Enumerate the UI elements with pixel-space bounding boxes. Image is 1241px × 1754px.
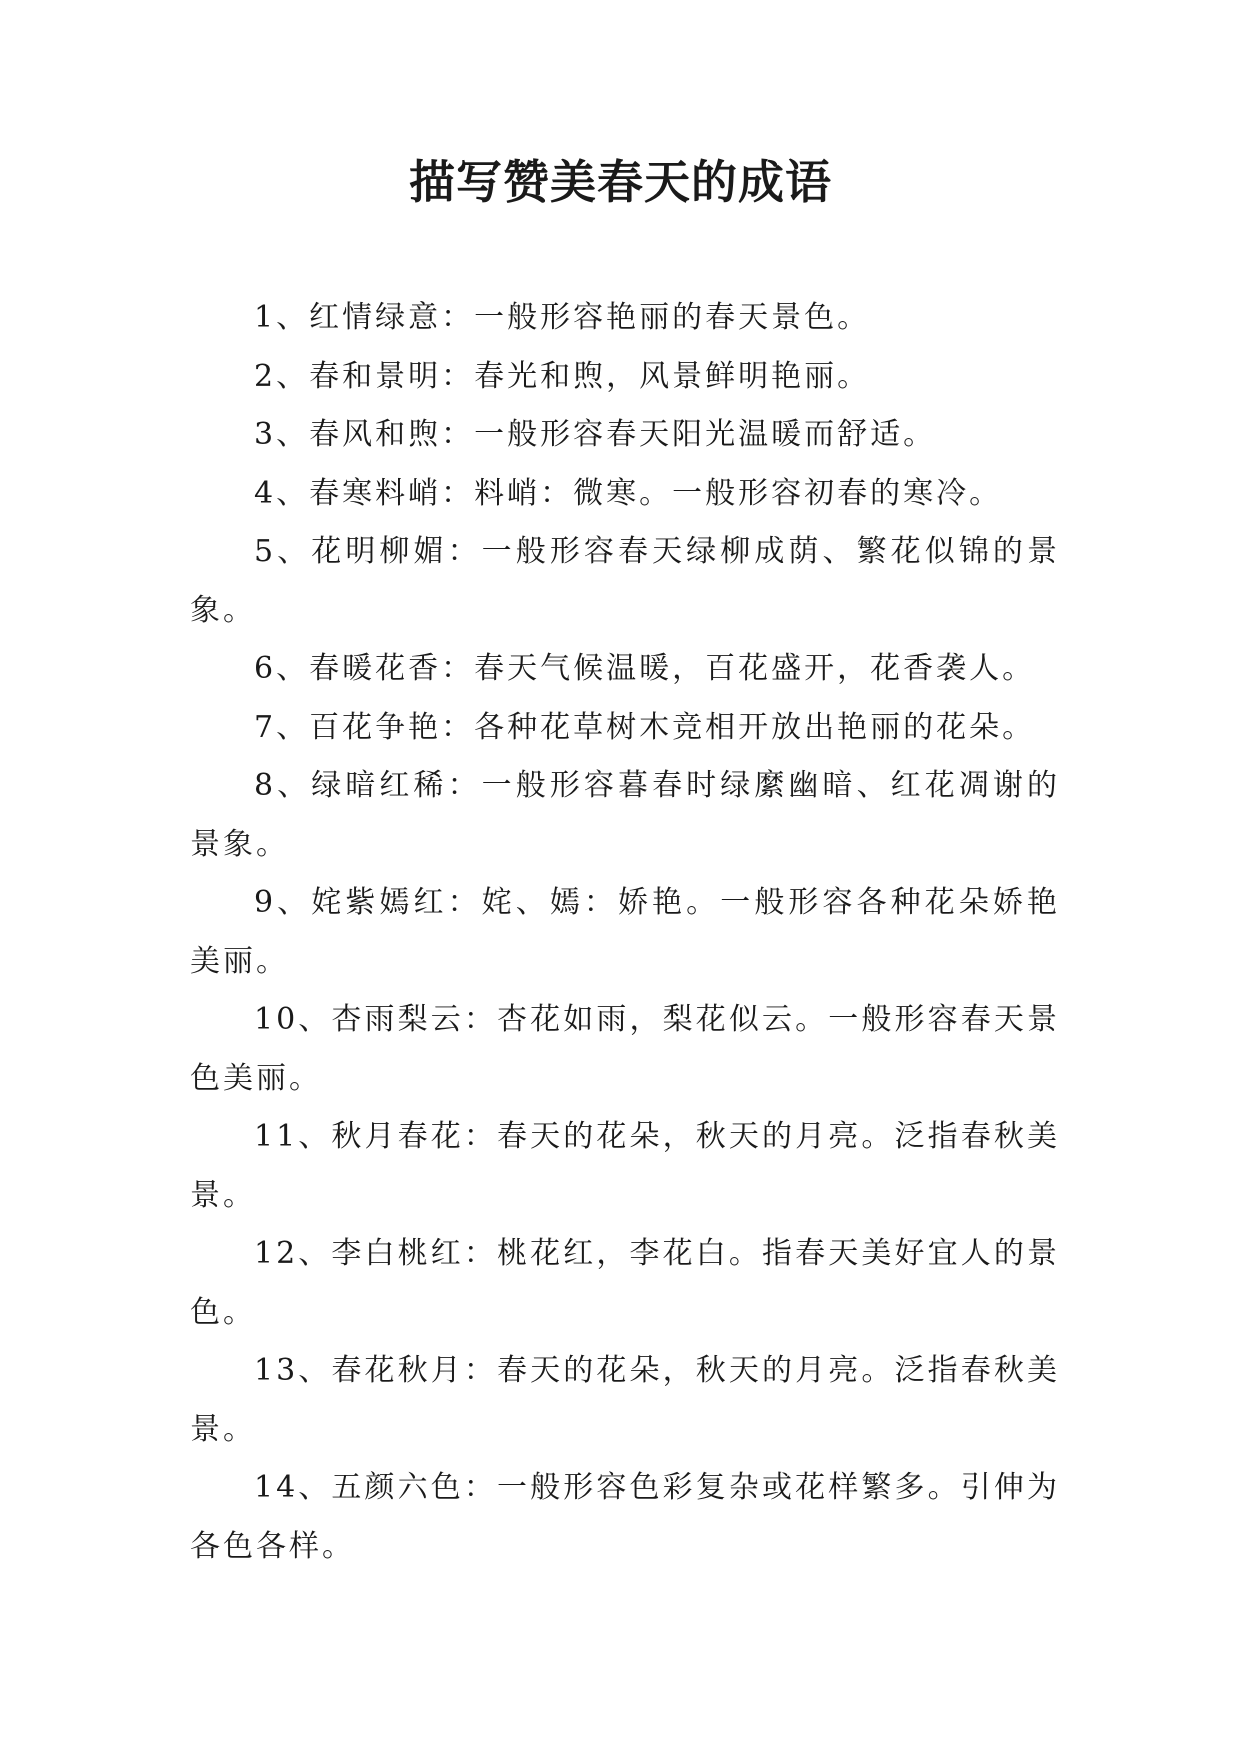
paragraph-10: 10、杏雨梨云：杏花如雨，梨花似云。一般形容春天景色美丽。 (190, 1002, 1060, 1096)
paragraph-2: 2、春和景明：春光和煦，风景鲜明艳丽。 (254, 358, 871, 394)
paragraph-8: 8、绿暗红稀：一般形容暮春时绿縻幽暗、红花凋谢的景象。 (190, 768, 1060, 862)
paragraph-1: 1、红情绿意：一般形容艳丽的春天景色。 (254, 300, 871, 335)
paragraph-5: 5、花明柳媚：一般形容春天绿柳成荫、繁花似锦的景象。 (190, 534, 1060, 628)
paragraph-13: 13、春花秋月：春天的花朵，秋天的月亮。泛指春秋美景。 (190, 1353, 1060, 1447)
paragraph-14: 14、五颜六色：一般形容色彩复杂或花样繁多。引伸为各色各样。 (190, 1470, 1060, 1564)
paragraph-11: 11、秋月春花：春天的花朵，秋天的月亮。泛指春秋美景。 (190, 1119, 1060, 1213)
page-title: 描写赞美春天的成语 (409, 155, 832, 209)
document-body (190, 289, 1060, 1576)
paragraph-9: 9、姹紫嫣红：姹、嫣：娇艳。一般形容各种花朵娇艳美丽。 (190, 885, 1060, 979)
paragraph-12: 12、李白桃红：桃花红，李花白。指春天美好宜人的景色。 (190, 1236, 1060, 1330)
paragraph-3: 3、春风和煦：一般形容春天阳光温暖而舒适。 (254, 417, 937, 452)
paragraph-4: 4、春寒料峭：料峭：微寒。一般形容初春的寒冷。 (254, 475, 1003, 511)
paragraph-6: 6、春暖花香：春天气候温暖，百花盛开，花香袭人。 (254, 651, 1036, 686)
paragraph-7: 7、百花争艳：各种花草树木竞相开放出艳丽的花朵。 (254, 709, 1036, 745)
